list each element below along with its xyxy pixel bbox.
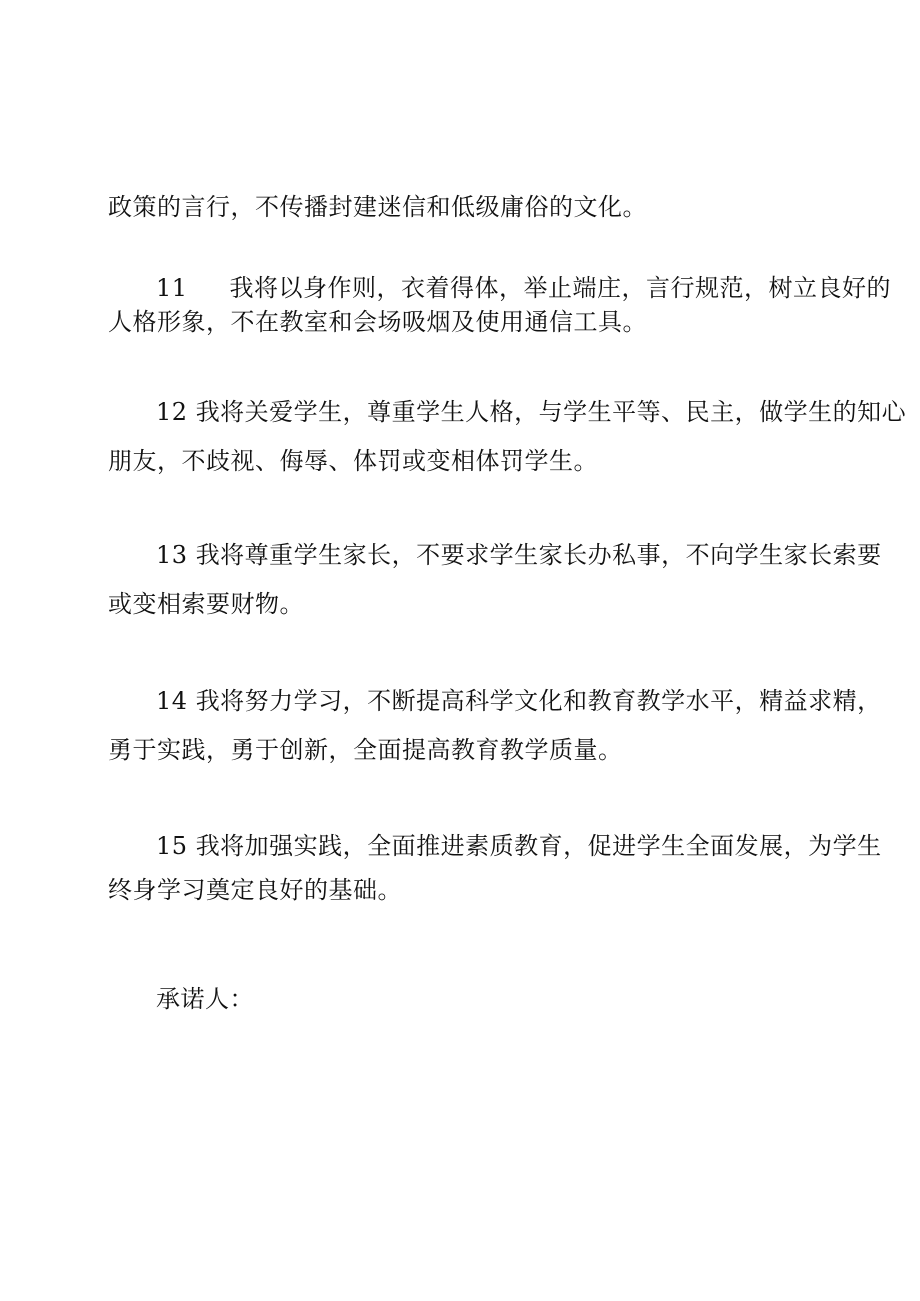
item-14-line-2: 勇于实践，勇于创新，全面提高教育教学质量。 [108,736,623,764]
item-text: 我将关爱学生，尊重学生人格，与学生平等、民主，做学生的知心 [195,398,907,426]
item-number: 13 [156,541,188,569]
item-15-line-2: 终身学习奠定良好的基础。 [108,876,402,904]
continuation-text: 政策的言行，不传播封建迷信和低级庸俗的文化。 [108,193,647,221]
item-13-line-2: 或变相索要财物。 [108,590,304,618]
item-number: 15 [156,832,188,860]
item-12-line-1 [156,395,906,429]
item-number: 11 [156,274,188,302]
item-11-line-1 [156,271,891,305]
signature-label: 承诺人： [156,985,254,1013]
item-text: 我将以身作则，衣着得体，举止端庄，言行规范，树立良好的 [229,274,892,302]
item-number: 12 [156,398,188,426]
item-text: 我将加强实践，全面推进素质教育，促进学生全面发展，为学生 [195,832,882,860]
item-text: 我将努力学习，不断提高科学文化和教育教学水平，精益求精， [195,687,882,715]
item-13-line-1 [156,538,882,572]
item-11-line-2: 人格形象，不在教室和会场吸烟及使用通信工具。 [108,308,647,336]
item-12-line-2: 朋友，不歧视、侮辱、体罚或变相体罚学生。 [108,447,598,475]
item-text: 我将尊重学生家长，不要求学生家长办私事，不向学生家长索要 [195,541,882,569]
item-14-line-1 [156,684,882,718]
item-15-line-1 [156,829,882,863]
item-number: 14 [156,687,188,715]
